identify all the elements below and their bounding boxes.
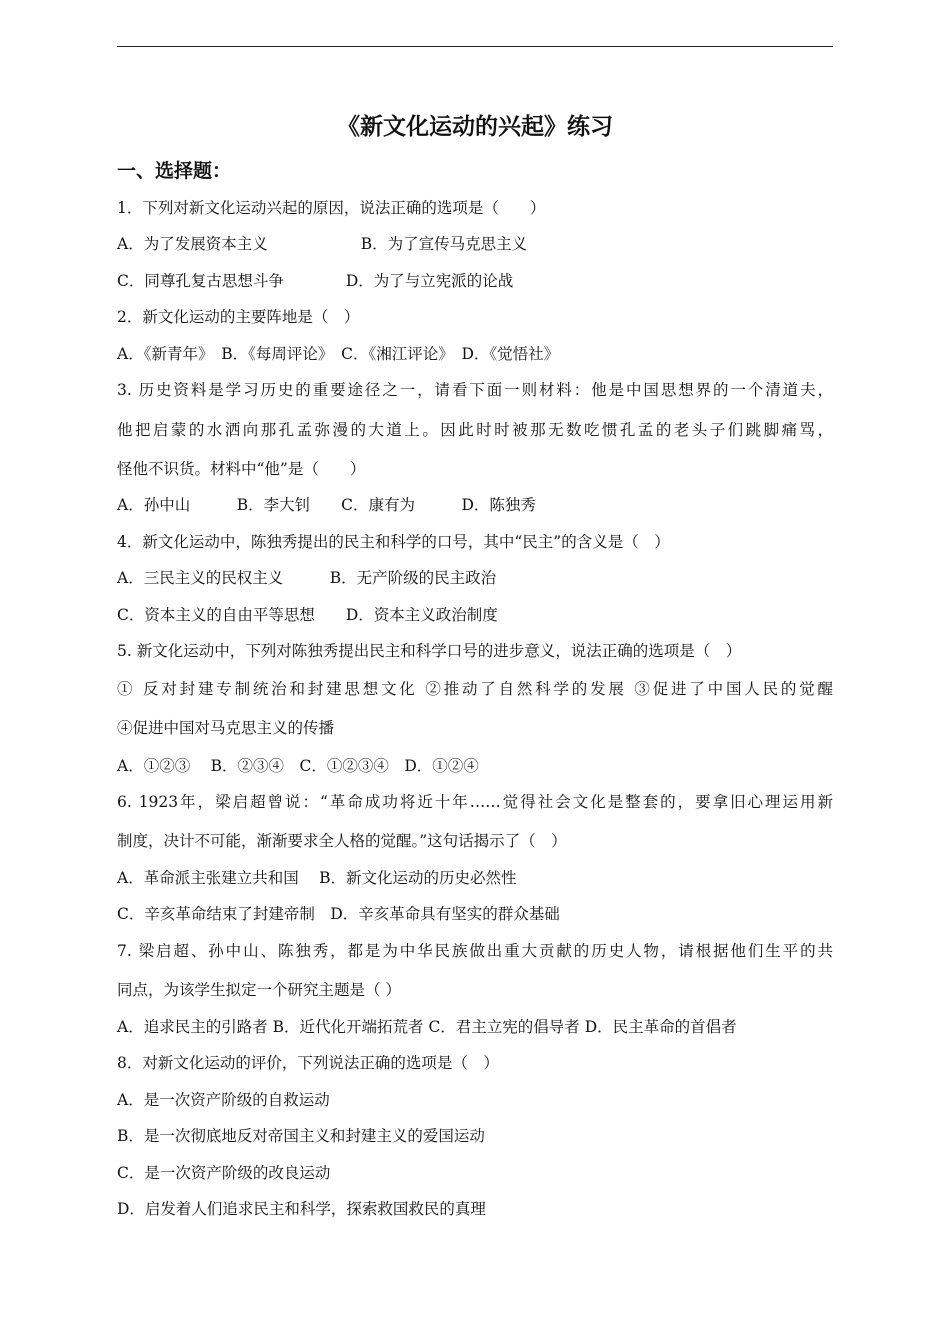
question-2-options: A．《新青年》 B．《每周评论》 C．《湘江评论》 D．《觉悟社》: [117, 345, 560, 363]
section-heading: 一、选择题：: [117, 160, 232, 182]
question-8-stem: 8．对新文化运动的评价，下列说法正确的选项是（ ）: [117, 1054, 499, 1072]
question-6-stem-line-1: 6. 1923年，梁启超曾说：“革命成功将近十年……觉得社会文化是整套的，要拿旧心理运用新: [117, 793, 833, 811]
question-6-options-cd: C．辛亥革命结束了封建帝制 D．辛亥革命具有坚实的群众基础: [117, 905, 560, 923]
question-7-stem-line-1: 7. 梁启超、孙中山、陈独秀，都是为中华民族做出重大贡献的历史人物，请根据他们生平的共: [117, 942, 833, 960]
question-5-stem: 5. 新文化运动中，下列对陈独秀提出民主和科学口号的进步意义，说法正确的选项是（ ）: [117, 642, 742, 660]
question-1-options-cd: C．同尊孔复古思想斗争 D．为了与立宪派的论战: [117, 272, 514, 290]
question-8-option-b: B．是一次彻底地反对帝国主义和封建主义的爱国运动: [117, 1127, 485, 1145]
question-2-stem: 2．新文化运动的主要阵地是（ ）: [117, 308, 360, 326]
question-1-options-ab: A．为了发展资本主义 B．为了宣传马克思主义: [117, 235, 528, 253]
question-8-option-d: D．启发着人们追求民主和科学，探索救国救民的真理: [117, 1200, 486, 1218]
question-5-statements-line-1: ① 反对封建专制统治和封建思想文化 ②推动了自然科学的发展 ③促进了中国人民的觉醒: [117, 680, 833, 698]
question-7-stem-line-2: 同点，为该学生拟定一个研究主题是（ ）: [117, 981, 401, 999]
question-4-options-ab: A．三民主义的民权主义 B．无产阶级的民主政治: [117, 569, 497, 587]
header-rule: [117, 46, 833, 47]
question-6-options-ab: A．革命派主张建立共和国 B．新文化运动的历史必然性: [117, 869, 517, 887]
question-6-stem-line-2: 制度，决计不可能，渐渐要求全人格的觉醒。”这句话揭示了（ ）: [117, 832, 567, 850]
question-7-options: A．追求民主的引路者 B．近代化开端拓荒者 C．君主立宪的倡导者 D．民主革命的首倡者: [117, 1018, 737, 1036]
question-8-option-a: A．是一次资产阶级的自救运动: [117, 1091, 330, 1109]
question-3-stem-line-1: 3. 历史资料是学习历史的重要途径之一，请看下面一则材料：他是中国思想界的一个清道夫，: [117, 381, 833, 399]
question-4-options-cd: C．资本主义的自由平等思想 D．资本主义政治制度: [117, 606, 498, 624]
question-5-statements-line-2: ④促进中国对马克思主义的传播: [117, 719, 335, 737]
document-title: 《新文化运动的兴起》练习: [337, 114, 613, 140]
question-1-stem: 1．下列对新文化运动兴起的原因，说法正确的选项是（ ）: [117, 199, 546, 217]
question-3-stem-line-2: 他把启蒙的水洒向那孔孟弥漫的大道上。因此时时被那无数吃惯孔孟的老头子们跳脚痛骂，: [117, 421, 833, 439]
question-8-option-c: C．是一次资产阶级的改良运动: [117, 1164, 331, 1182]
question-4-stem: 4．新文化运动中，陈独秀提出的民主和科学的口号，其中“民主”的含义是（ ）: [117, 533, 670, 551]
question-3-stem-line-3: 怪他不识货。材料中“他”是（ ）: [117, 460, 366, 478]
question-5-options: A．①②③ B．②③④ C．①②③④ D．①②④: [117, 757, 479, 775]
question-3-options: A．孙中山 B．李大钊 C．康有为 D．陈独秀: [117, 496, 536, 514]
